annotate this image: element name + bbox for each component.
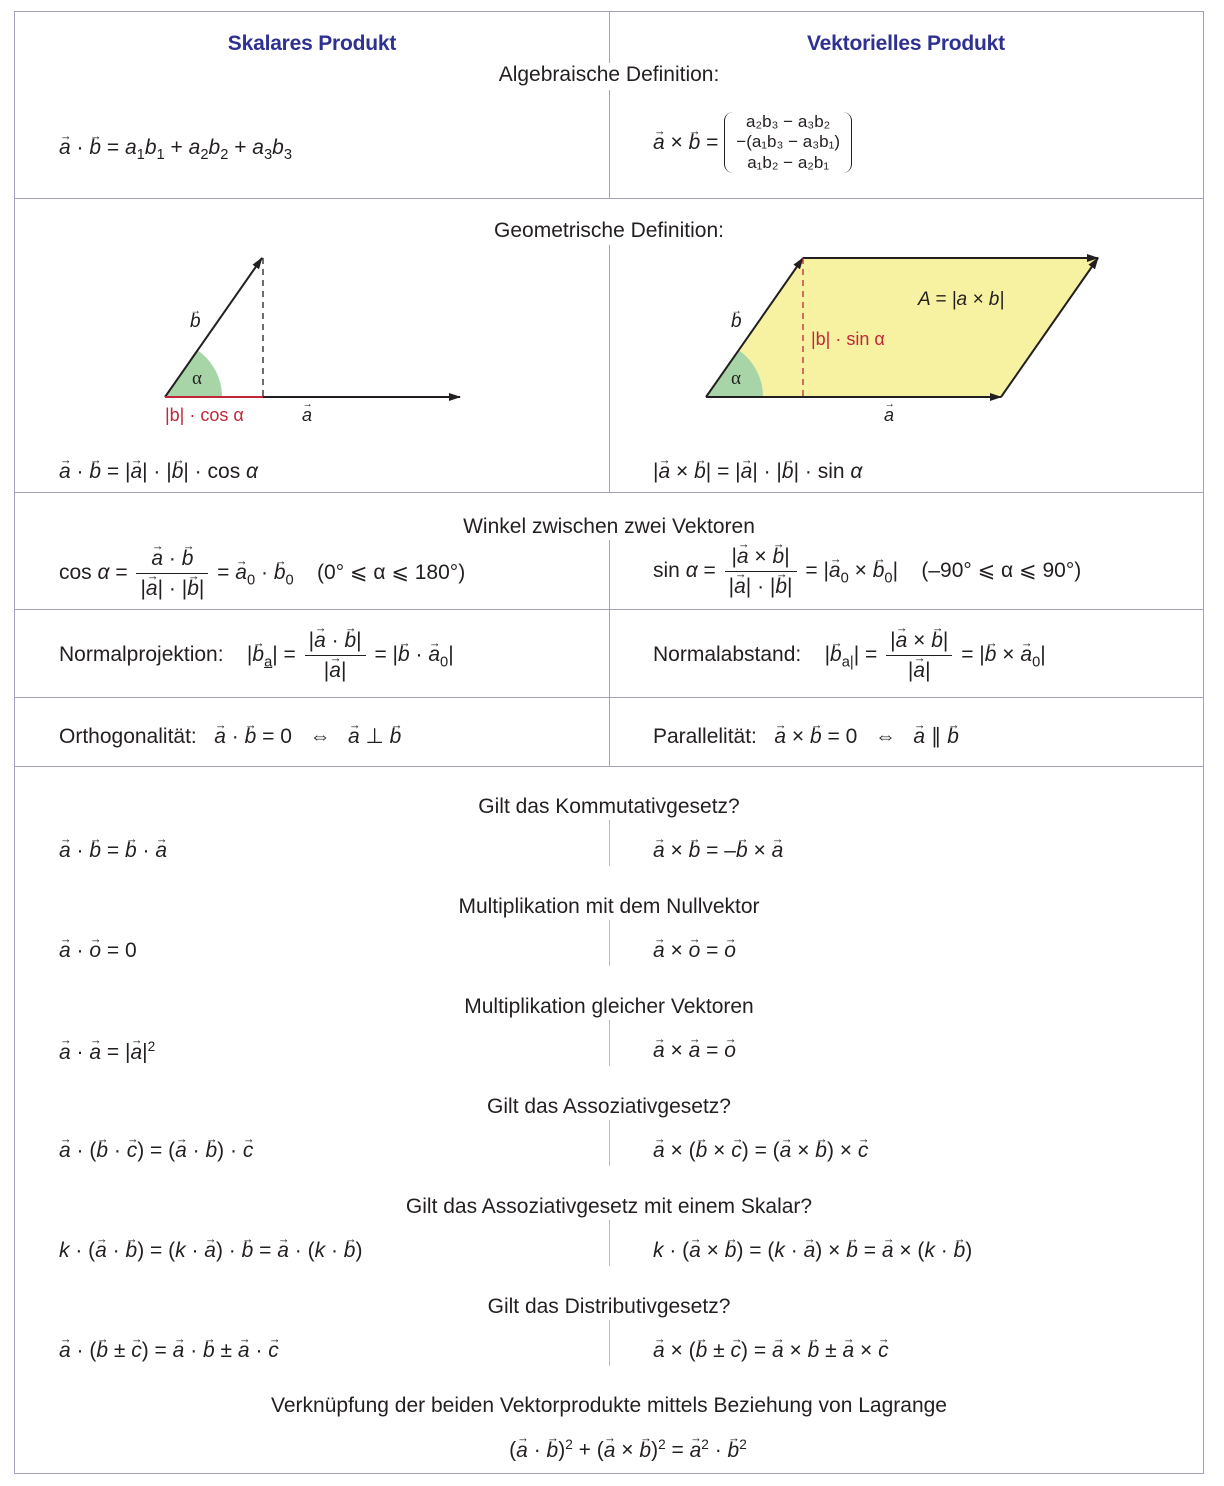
- column-divider: [609, 820, 610, 866]
- formula-vector-geometric: |→ a × → b| = |→ a| · |→ b| · sin α: [653, 461, 862, 482]
- section-heading-associative-scalar: Gilt das Assoziativgesetz mit einem Skalar?: [402, 1195, 816, 1219]
- formula-scalar-null: → a · → o = 0: [59, 940, 137, 961]
- result-matrix: [724, 112, 852, 173]
- column-divider: [609, 609, 610, 766]
- section-heading-geometric: Geometrische Definition:: [490, 219, 728, 243]
- projection-label: |b| · cos α: [165, 405, 244, 425]
- formula-vector-associative-k: k · (→ a × → b) = (k · → a) × → b = → a × (k · → b): [653, 1240, 972, 1261]
- formula-normalprojektion: Normalprojektion: |→ $b_a|$ = $\frac{|\to a \cdot \to b|}{|\to a|}$ = |→ b · → $a_0|$: [59, 628, 454, 683]
- formula-vector-commutative: → a × → b = –→ b × → a: [653, 840, 783, 861]
- column-title-vector: Vektorielles Produkt: [807, 32, 1005, 55]
- formula-scalar-commutative: → a · → b = → b · → a: [59, 840, 167, 861]
- section-heading-same-vectors: Multiplikation gleicher Vektoren: [460, 995, 758, 1019]
- diagram-label-alpha: α: [731, 368, 741, 389]
- diagram-label-b: → b: [190, 312, 201, 331]
- formula-orthogonality: Orthogonalität: → a · → b = 0 ⇔ → a ⊥ → b: [59, 726, 401, 747]
- formula-scalar-associative-k: k · (→ a · → b) = (k · → a) · → b = → a · (k · → b): [59, 1240, 362, 1261]
- formula-normalabstand: Normalabstand: |→ $b_{a|}|$ = $\frac{|\to a \times \to b|}{|\to a|}$ = |→ b × → $a_0|$: [653, 628, 1046, 683]
- parallelogram: [706, 258, 1098, 397]
- formula-scalar-associative: → a · (→ b · → c) = (→ a · → b) · → c: [59, 1140, 253, 1161]
- height-label: |b| · sin α: [811, 329, 885, 349]
- divider: [14, 198, 1204, 199]
- divider: [14, 492, 1204, 493]
- column-divider: [609, 1220, 610, 1266]
- diagram-label-b: → b: [731, 312, 742, 331]
- area-label: A = |a × b|: [918, 289, 1005, 310]
- divider: [14, 766, 1204, 767]
- column-title-scalar: Skalares Produkt: [227, 32, 397, 55]
- formula-scalar-geometric: → a · → b = |→ a| · |→ b| · cos α: [59, 461, 258, 482]
- formula-lagrange: (→ a · → b)$^2$ + (→ a × → b)$^2$ = → $a^2$ · → $b^2$: [509, 1438, 747, 1461]
- formula-vector-distributive: → a × (→ b ± → c) = → a × → b ± → a × → c: [653, 1340, 889, 1361]
- section-heading-commutative: Gilt das Kommutativgesetz?: [474, 795, 743, 819]
- section-heading-lagrange: Verknüpfung der beiden Vektorprodukte mittels Beziehung von Lagrange: [267, 1394, 951, 1418]
- formula-vector-associative: → a × (→ b × → c) = (→ a × → b) × → c: [653, 1140, 868, 1161]
- formula-scalar-same: → a · → a = |→ $a|^2$: [59, 1040, 155, 1063]
- formula-parallelity: Parallelität: → a × → b = 0 ⇔ → a ∥ → b: [653, 726, 959, 747]
- column-divider: [609, 540, 610, 609]
- matrix-row: −(a₁b₃ − a₃b₁): [736, 132, 841, 152]
- formula-vector-null: → a × → o = → o: [653, 940, 736, 961]
- vector-product-diagram: [690, 240, 1110, 440]
- formula-vector-algebraic: → a × → b = a₂b₃ − a₃b₂ −(a₁b₃ − a₃b₁) a₁b₂ − a₂b₁: [653, 112, 852, 173]
- column-divider: [609, 1020, 610, 1066]
- section-heading-algebraic: Algebraische Definition:: [495, 63, 724, 87]
- formula-scalar-distributive: → a · (→ b ± → c) = → a · → b ± → a · → c: [59, 1340, 279, 1361]
- column-divider: [609, 245, 610, 492]
- section-heading-null-vector: Multiplikation mit dem Nullvektor: [454, 895, 763, 919]
- formula-vector-same: → a × → a = → o: [653, 1040, 736, 1061]
- section-heading-associative: Gilt das Assoziativgesetz?: [483, 1095, 735, 1119]
- diagram-label-a: → a: [302, 406, 312, 424]
- column-divider: [609, 920, 610, 966]
- column-divider: [609, 90, 610, 198]
- matrix-row: a₁b₂ − a₂b₁: [747, 152, 830, 172]
- column-divider: [609, 11, 610, 63]
- formula-scalar-algebraic: → a · → $b = a_1b_1 + a_2b_2 + a_3b_3$: [59, 137, 292, 163]
- formula-sin-angle: sin α = $\frac{|\to a \times \to b|}{|\to a| \cdot |\to b|}$ = |→ $a_0$ × → $b_0|$ (–90° ⩽ α ⩽ 90°): [653, 544, 1081, 599]
- formula-cos-angle: cos α = → $\frac{a \cdot \to b}{|\to a| \cdot |\to b|}$ = → $a_0$ · → $b_0$ (0° ⩽ α ⩽ 180°): [59, 546, 465, 601]
- diagram-label-a: → a: [884, 406, 894, 424]
- diagram-label-alpha: α: [192, 368, 202, 389]
- section-heading-distributive: Gilt das Distributivgesetz?: [484, 1295, 735, 1319]
- section-heading-angle: Winkel zwischen zwei Vektoren: [459, 515, 759, 539]
- matrix-row: a₂b₃ − a₃b₂: [746, 112, 831, 131]
- column-divider: [609, 1120, 610, 1166]
- column-divider: [609, 1320, 610, 1366]
